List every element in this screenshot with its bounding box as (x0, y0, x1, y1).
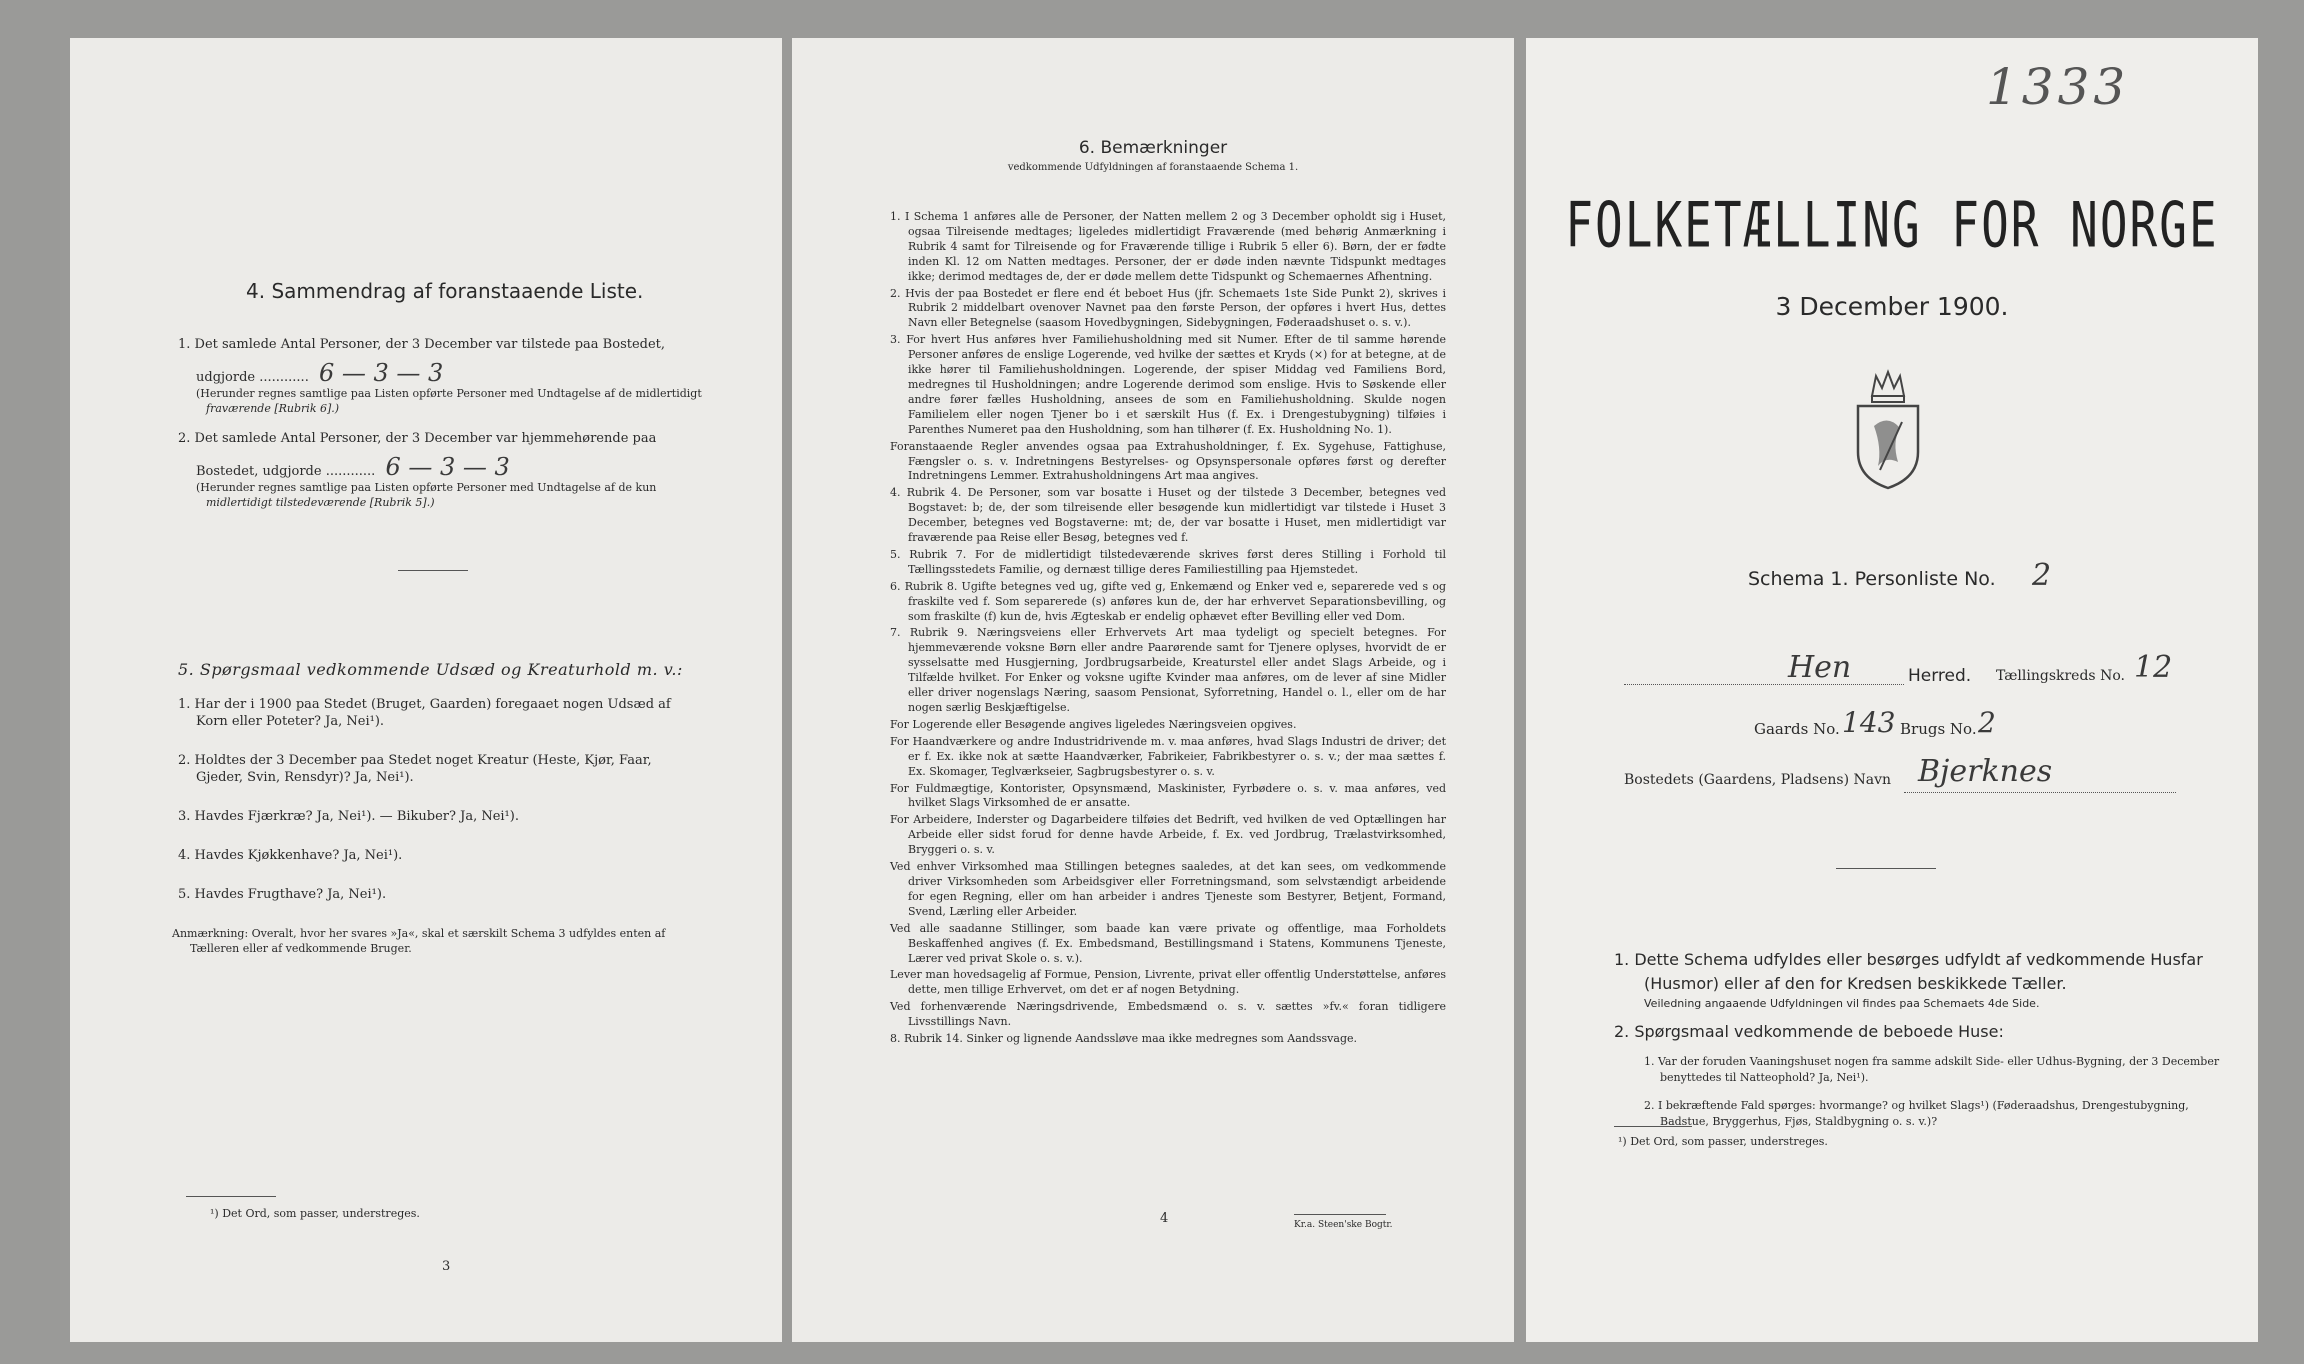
gaards-label: Gaards No. (1754, 720, 1840, 738)
footnote-rule (1614, 1126, 1692, 1127)
archive-number: 1333 (1986, 58, 2130, 116)
kreds-number: 12 (2134, 650, 2173, 685)
schema-number: 2 (2032, 558, 2052, 593)
rule-item: For Arbeidere, Inderster og Dagarbeidere tilføies det Bedrift, ved hvilken de ved Optællingen har Arbeide eller sidst forud for denne havde Arbeide, f. Ex. ved Jordbrug, Trælastvirksomhed, Bryggeri o. s. v. (890, 813, 1446, 857)
printer-rule (1294, 1214, 1386, 1215)
ornament-divider (1836, 868, 1936, 869)
rule-item: 2. Hvis der paa Bostedet er flere end ét beboet Hus (jfr. Schemaets 1ste Side Punkt 2), skrives i Rubrik 2 middelbart ovenover Navnet paa den første Person, der opføres i hvert Hus, dettes Navn eller Betegnelse (saasom Hovedbygningen, Sidebygningen, Føderaadshuset o. s. v.). (890, 286, 1446, 330)
page-number: 3 (442, 1259, 451, 1274)
census-title: FOLKETÆLLING FOR NORGE (1565, 188, 2219, 262)
herred-line (1624, 684, 1904, 685)
rule-item: Lever man hovedsagelig af Formue, Pension, Livrente, privat eller offentlig Understøttelse, anføres dette, men tillige Erhvervet, om det er af nogen Betydning. (890, 968, 1446, 997)
question-1-answer: Korn eller Poteter? Ja, Nei¹). (196, 714, 385, 729)
coat-of-arms-icon (1852, 366, 1924, 492)
summary-item-1-label: udgjorde ............ (196, 370, 309, 385)
question-2: 2. Holdtes der 3 December paa Stedet noget Kreatur (Heste, Kjør, Faar, (178, 753, 652, 768)
herred-value: Hen (1788, 650, 1852, 685)
question-3: 3. Havdes Fjærkræ? Ja, Nei¹). — Bikuber? Ja, Nei¹). (178, 809, 519, 824)
bosted-value: Bjerknes (1918, 754, 2053, 789)
instruction-1 (1614, 948, 2214, 1012)
rule-item: 6. Rubrik 8. Ugifte betegnes ved ug, gifte ved g, Enkemænd og Enker ved e, separerede ved s og fraskilte ved f. Som separerede (s) anføres kun de, der har erhvervet Separationsbevilling, og som fraskilte (f) kun de, hvis Ægteskab er endelig ophævet efter Bevilling eller ved Dom. (890, 579, 1446, 623)
question-2-answer: Gjeder, Svin, Rensdyr)? Ja, Nei¹). (196, 770, 414, 785)
remarks-heading: 6. Bemærkninger (1078, 138, 1228, 158)
bosted-label: Bostedets (Gaardens, Pladsens) Navn (1624, 772, 1892, 788)
rule-item: 4. Rubrik 4. De Personer, som var bosatte i Huset og der tilstede 3 December, betegnes ved Bogstavet: b; de, der som tilreisende eller besøgende kun midlertidigt var tilstede i Huset 3 December, betegnes ved Bogstaverne: mt; de, der var bosatte i Huset, men midlertidigt var fraværende paa Reise eller Besøg, betegnes ved f. (890, 486, 1446, 545)
herred-label: Herred. (1908, 666, 1972, 686)
printer-name: Kr.a. Steen'ske Bogtr. (1294, 1220, 1393, 1230)
page-3 (70, 38, 782, 1342)
rule-item: 3. For hvert Hus anføres hver Familiehusholdning med sit Numer. Efter de til samme hørende Personer anføres de enslige Logerende, ved hvilke der sættes et Kryds (×) for at betegne, at de ikke hører til Familiehusholdningen. Logerende, der spiser Middag ved Familiens Bord, medregnes til Husholdningen; andre Logerende derimod som enslige. Hvis to Søskende eller andre fører fælles Husholdning, ansees de som en Familiehusholdning. Skulde nogen Familielem eller nogen Tjener bo i et særskilt Hus (f. Ex. i Drengestubygning) tilføies i Parenthes Numeret paa den Husholdning, som han tilhører (f. Ex. Husholdning No. 1). (890, 333, 1446, 436)
summary-item-2-label: Bostedet, udgjorde ............ (196, 464, 376, 479)
footnote: ¹) Det Ord, som passer, understreges. (1618, 1135, 1828, 1148)
bosted-line (1904, 792, 2176, 793)
gaards-number: 143 (1842, 706, 1896, 739)
question-5: 5. Havdes Frugthave? Ja, Nei¹). (178, 887, 387, 902)
footnote: ¹) Det Ord, som passer, understreges. (210, 1207, 420, 1220)
remark-line-1: Anmærkning: Overalt, hvor her svares »Ja«, skal et særskilt Schema 3 udfyldes enten af (172, 927, 666, 940)
rule-item: Foranstaaende Regler anvendes ogsaa paa Extrahusholdninger, f. Ex. Sygehuse, Fattighuse, Fængsler o. s. v. Indretningens Bestyrelses- og Opsynspersonale opføres først og derefter Indretningens Lemmer. Extrahusholdningens Art maa angives. (890, 439, 1446, 483)
rule-item: 5. Rubrik 7. For de midlertidigt tilstedeværende skrives først deres Stilling i Forhold til Tællingsstedets Familie, og dernæst tillige deres Familiestilling paa Hjemstedet. (890, 547, 1446, 576)
summary-item-2-text: 2. Det samlede Antal Personer, der 3 December var hjemmehørende paa (178, 431, 657, 446)
summary-item-2-handwritten: 6 — 3 — 3 (385, 453, 510, 481)
remark (172, 926, 772, 956)
house-question-2: 2. I bekræftende Fald spørges: hvormange? og hvilket Slags¹) (Føderaadshus, Drengestubygning, Badstue, Bryggerhus, Fjøs, Staldbygning o. s. v.)? (1644, 1099, 2189, 1128)
footnote-rule (186, 1196, 276, 1197)
question-1: 1. Har der i 1900 paa Stedet (Bruget, Gaarden) foregaaet nogen Udsæd af (178, 697, 671, 712)
summary-item-1-note-2: fraværende [Rubrik 6].) (206, 402, 340, 415)
livestock-questions (178, 696, 768, 925)
question-4: 4. Havdes Kjøkkenhave? Ja, Nei¹). (178, 848, 403, 863)
remarks-subheading: vedkommende Udfyldningen af foranstaaende Schema 1. (1007, 162, 1299, 173)
rule-item: 8. Rubrik 14. Sinker og lignende Aandssløve maa ikke medregnes som Aandssvage. (890, 1032, 1358, 1046)
rule-item: For Logerende eller Besøgende angives ligeledes Næringsveien opgives. (890, 717, 1297, 731)
brugs-number: 2 (1978, 706, 1996, 739)
section-5-heading: 5. Spørgsmaal vedkommende Udsæd og Kreaturhold m. v.: (178, 660, 683, 679)
summary-item-2-note: (Herunder regnes samtlige paa Listen opførte Personer med Undtagelse af de kun (196, 481, 657, 494)
divider (398, 570, 468, 571)
page-1-cover (1526, 38, 2258, 1342)
schema-label: Schema 1. Personliste No. (1748, 568, 1996, 590)
census-date: 3 December 1900. (1775, 292, 2009, 321)
summary-item-2-note-2: midlertidigt tilstedeværende [Rubrik 5].) (206, 496, 435, 509)
instruction-2: 2. Spørgsmaal vedkommende de beboede Huse: (1614, 1022, 2004, 1041)
remark-line-2: Tælleren eller af vedkommende Bruger. (190, 942, 412, 955)
rule-item: 7. Rubrik 9. Næringsveiens eller Erhvervets Art maa tydeligt og specielt betegnes. For hjemmeværende voksne Børn eller andre Paarørende samt for Tjenere oplyses, hvorvidt de er sysselsatte med Husgjerning, Jordbrugsarbeide, Kreaturstel eller andet Slags Arbeide, og i Tilfælde hvilket. For Enker og voksne ugifte Kvinder maa anføres, om de lever af sine Midler eller driver nogenslags Næring, saasom Pensionat, Syforretning, Handel o. l., eller om de har nogen særlig Beskjæftigelse. (890, 626, 1446, 714)
house-questions (1644, 1054, 2224, 1130)
instruction-1-note: Veiledning angaaende Udfyldningen vil findes paa Schemaets 4de Side. (1644, 997, 2040, 1010)
summary-item-1-note: (Herunder regnes samtlige paa Listen opførte Personer med Undtagelse af de midlertidigt (196, 387, 702, 400)
rule-item: Ved enhver Virksomhed maa Stillingen betegnes saaledes, at det kan sees, om vedkommende driver Virksomheden som Arbeidsgiver eller Forretningsmand, som selvstændigt arbeidende for egen Regning, eller om han arbeider i andres Tjeneste som Bestyrer, Betjent, Formand, Svend, Lærling eller Arbeider. (890, 860, 1446, 918)
summary-item-1-text: 1. Det samlede Antal Personer, der 3 December var tilstede paa Bostedet, (178, 337, 666, 352)
rule-item: Ved alle saadanne Stillinger, som baade kan være private og offentlige, maa Forholdets Beskaffenhed angives (f. Ex. Embedsmand, Bestillingsmand i Statens, Kommunens Tjeneste, Lærer ved privat Skole o. s. v.). (890, 921, 1446, 965)
rule-item: 1. I Schema 1 anføres alle de Personer, der Natten mellem 2 og 3 December opholdt sig i Huset, ogsaa Tilreisende medtages; ligeledes midlertidigt Fraværende (med behørig Anmærkning i Rubrik 4 samt for Tilreisende og for Fraværende tillige i Rubrik 5 eller 6). Børn, der er fødte inden Kl. 12 om Natten medtages. Personer, der er døde inden nævnte Tidspunkt medtages ikke; derimod medtages de, der er døde mellem dette Tidspunkt og Schemaernes Afhentning. (890, 210, 1446, 283)
rule-item: For Fuldmægtige, Kontorister, Opsynsmænd, Maskinister, Fyrbødere o. s. v. maa anføres, ved hvilket Slags Virksomhed de er ansatte. (890, 781, 1446, 810)
summary-item-1-handwritten: 6 — 3 — 3 (318, 359, 444, 387)
rule-item: For Haandværkere og andre Industridrivende m. v. maa anføres, hvad Slags Industri de driver; det er f. Ex. ikke nok at sætte Haandværker, Fabrikeier, Fabrikbestyrer o. s. v.; der maa sættes f. Ex. Skomager, Teglværkseier, Sagbrugsbestyrer o. s. v. (890, 734, 1446, 778)
house-question-1: 1. Var der foruden Vaaningshuset nogen fra samme adskilt Side- eller Udhus-Bygning, der 3 December benyttedes til Natteophold? Ja, Nei¹). (1644, 1055, 2220, 1084)
rule-item: Ved forhenværende Næringsdrivende, Embedsmænd o. s. v. sættes »fv.« foran tidligere Livsstillings Navn. (890, 1000, 1446, 1029)
brugs-label: Brugs No. (1900, 720, 1977, 738)
page-number: 4 (1160, 1211, 1169, 1226)
summary-item-2 (178, 430, 758, 510)
instruction-1-text: 1. Dette Schema udfyldes eller besørges udfyldt af vedkommende Husfar (Husmor) eller af den for Kredsen beskikkede Tæller. (1614, 950, 2203, 993)
kreds-label: Tællingskreds No. (1996, 668, 2125, 684)
rules-list (890, 210, 1446, 1049)
summary-item-1 (178, 336, 758, 416)
page-4 (792, 38, 1514, 1342)
section-4-heading: 4. Sammendrag af foranstaaende Liste. (246, 279, 644, 303)
